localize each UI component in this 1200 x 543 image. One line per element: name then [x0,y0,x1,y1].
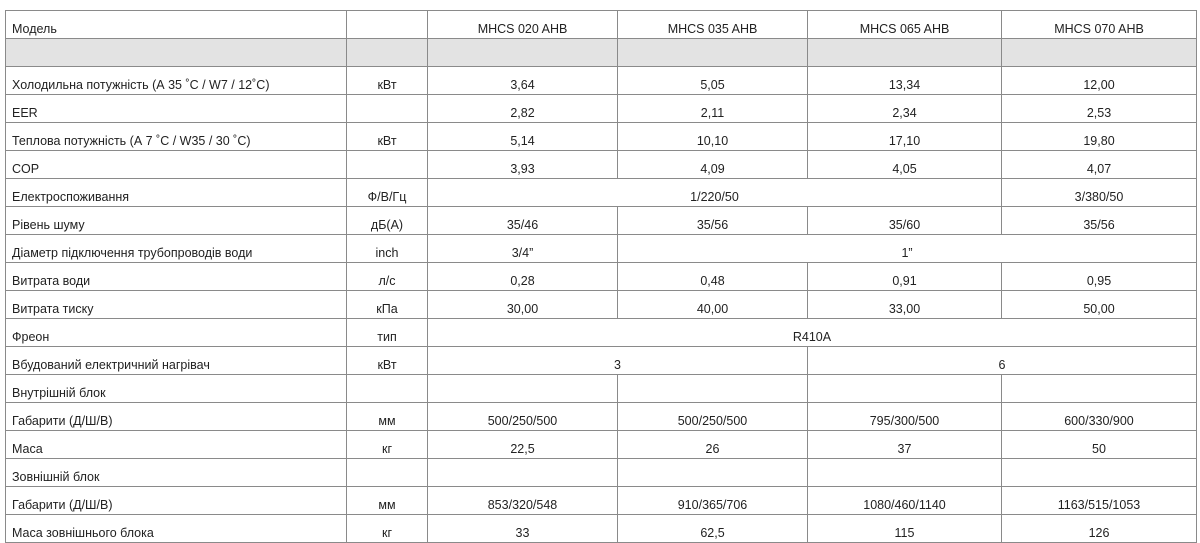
table-row [6,95,1197,123]
value-cell: 0,28 [428,263,618,291]
unit-cell: кВт [347,347,428,375]
value-cell: 500/250/500 [618,403,808,431]
value-cell [808,459,1002,487]
table-row [6,123,1197,151]
value-cell [428,375,618,403]
unit-cell: Ф/В/Гц [347,179,428,207]
value-cell: 13,34 [808,67,1002,95]
unit-cell: кВт [347,67,428,95]
table-row [6,375,1197,403]
value-cell: 2,34 [808,95,1002,123]
value-cell: 4,05 [808,151,1002,179]
value-cell: 910/365/706 [618,487,808,515]
value-cell: R410A [428,319,1197,347]
row-label: Габарити (Д/Ш/В) [6,487,347,515]
unit-cell: мм [347,403,428,431]
value-cell [1002,459,1197,487]
value-cell: 33,00 [808,291,1002,319]
table-row [6,459,1197,487]
value-cell: 12,00 [1002,67,1197,95]
value-cell [428,459,618,487]
value-cell [618,39,808,67]
unit-cell: кВт [347,123,428,151]
value-cell: 10,10 [618,123,808,151]
table-row [6,179,1197,207]
model-header: MHCS 020 AHB [428,11,618,39]
table-row [6,207,1197,235]
row-label: Вбудований електричний нагрівач [6,347,347,375]
value-cell: 3 [428,347,808,375]
value-cell: 17,10 [808,123,1002,151]
table-row [6,515,1197,543]
spec-body [6,39,1197,543]
value-cell: 19,80 [1002,123,1197,151]
value-cell: 26 [618,431,808,459]
row-label: Холодильна потужність (А 35 ˚С / W7 / 12˚С) [6,67,347,95]
table-row [6,263,1197,291]
value-cell: 1163/515/1053 [1002,487,1197,515]
table-row [6,487,1197,515]
row-label: Внутрішній блок [6,375,347,403]
table-row [6,39,1197,67]
value-cell: 795/300/500 [808,403,1002,431]
unit-cell: л/с [347,263,428,291]
row-label: Витрата тиску [6,291,347,319]
unit-cell: мм [347,487,428,515]
value-cell [808,39,1002,67]
unit-cell: тип [347,319,428,347]
model-header: MHCS 065 AHB [808,11,1002,39]
value-cell: 1080/460/1140 [808,487,1002,515]
value-cell [428,39,618,67]
table-row [6,403,1197,431]
row-label: Габарити (Д/Ш/В) [6,403,347,431]
value-cell: 6 [808,347,1197,375]
header-row [6,11,1197,39]
row-label: Маса зовнішнього блока [6,515,347,543]
unit-cell: кПа [347,291,428,319]
value-cell: 3/4” [428,235,618,263]
value-cell: 500/250/500 [428,403,618,431]
unit-cell [347,459,428,487]
row-label: Маса [6,431,347,459]
model-header: MHCS 035 AHB [618,11,808,39]
model-header: MHCS 070 AHB [1002,11,1197,39]
value-cell: 600/330/900 [1002,403,1197,431]
table-row [6,151,1197,179]
value-cell: 853/320/548 [428,487,618,515]
table-row [6,291,1197,319]
unit-cell: кг [347,515,428,543]
row-label: Зовнішній блок [6,459,347,487]
value-cell: 5,14 [428,123,618,151]
value-cell: 2,82 [428,95,618,123]
table-row [6,67,1197,95]
value-cell: 40,00 [618,291,808,319]
table-row [6,431,1197,459]
value-cell: 50 [1002,431,1197,459]
unit-cell [347,95,428,123]
header-label: Модель [6,11,347,39]
value-cell [1002,375,1197,403]
value-cell: 35/56 [1002,207,1197,235]
value-cell: 2,53 [1002,95,1197,123]
row-label: Електроспоживання [6,179,347,207]
table-row [6,319,1197,347]
value-cell: 4,07 [1002,151,1197,179]
row-label: Фреон [6,319,347,347]
unit-cell: кг [347,431,428,459]
value-cell: 0,91 [808,263,1002,291]
value-cell: 4,09 [618,151,808,179]
row-label: EER [6,95,347,123]
table-row [6,235,1197,263]
row-label [6,39,347,67]
row-label: Витрата води [6,263,347,291]
value-cell: 1/220/50 [428,179,1002,207]
value-cell: 2,11 [618,95,808,123]
value-cell: 5,05 [618,67,808,95]
value-cell: 50,00 [1002,291,1197,319]
value-cell: 35/60 [808,207,1002,235]
unit-cell: inch [347,235,428,263]
row-label: COP [6,151,347,179]
value-cell: 62,5 [618,515,808,543]
value-cell [618,459,808,487]
value-cell: 1” [618,235,1197,263]
unit-cell [347,39,428,67]
table-row [6,347,1197,375]
value-cell: 115 [808,515,1002,543]
value-cell: 35/46 [428,207,618,235]
value-cell: 3/380/50 [1002,179,1197,207]
value-cell: 30,00 [428,291,618,319]
unit-cell [347,375,428,403]
value-cell [618,375,808,403]
row-label: Рівень шуму [6,207,347,235]
spec-table [5,10,1197,543]
value-cell: 35/56 [618,207,808,235]
row-label: Теплова потужність (А 7 ˚С / W35 / 30 ˚С) [6,123,347,151]
value-cell [808,375,1002,403]
value-cell: 33 [428,515,618,543]
value-cell: 0,48 [618,263,808,291]
value-cell: 126 [1002,515,1197,543]
value-cell: 37 [808,431,1002,459]
value-cell: 3,64 [428,67,618,95]
value-cell [1002,39,1197,67]
value-cell: 22,5 [428,431,618,459]
row-label: Діаметр підключення трубопроводів води [6,235,347,263]
value-cell: 0,95 [1002,263,1197,291]
unit-cell: дБ(А) [347,207,428,235]
header-unit [347,11,428,39]
value-cell: 3,93 [428,151,618,179]
unit-cell [347,151,428,179]
